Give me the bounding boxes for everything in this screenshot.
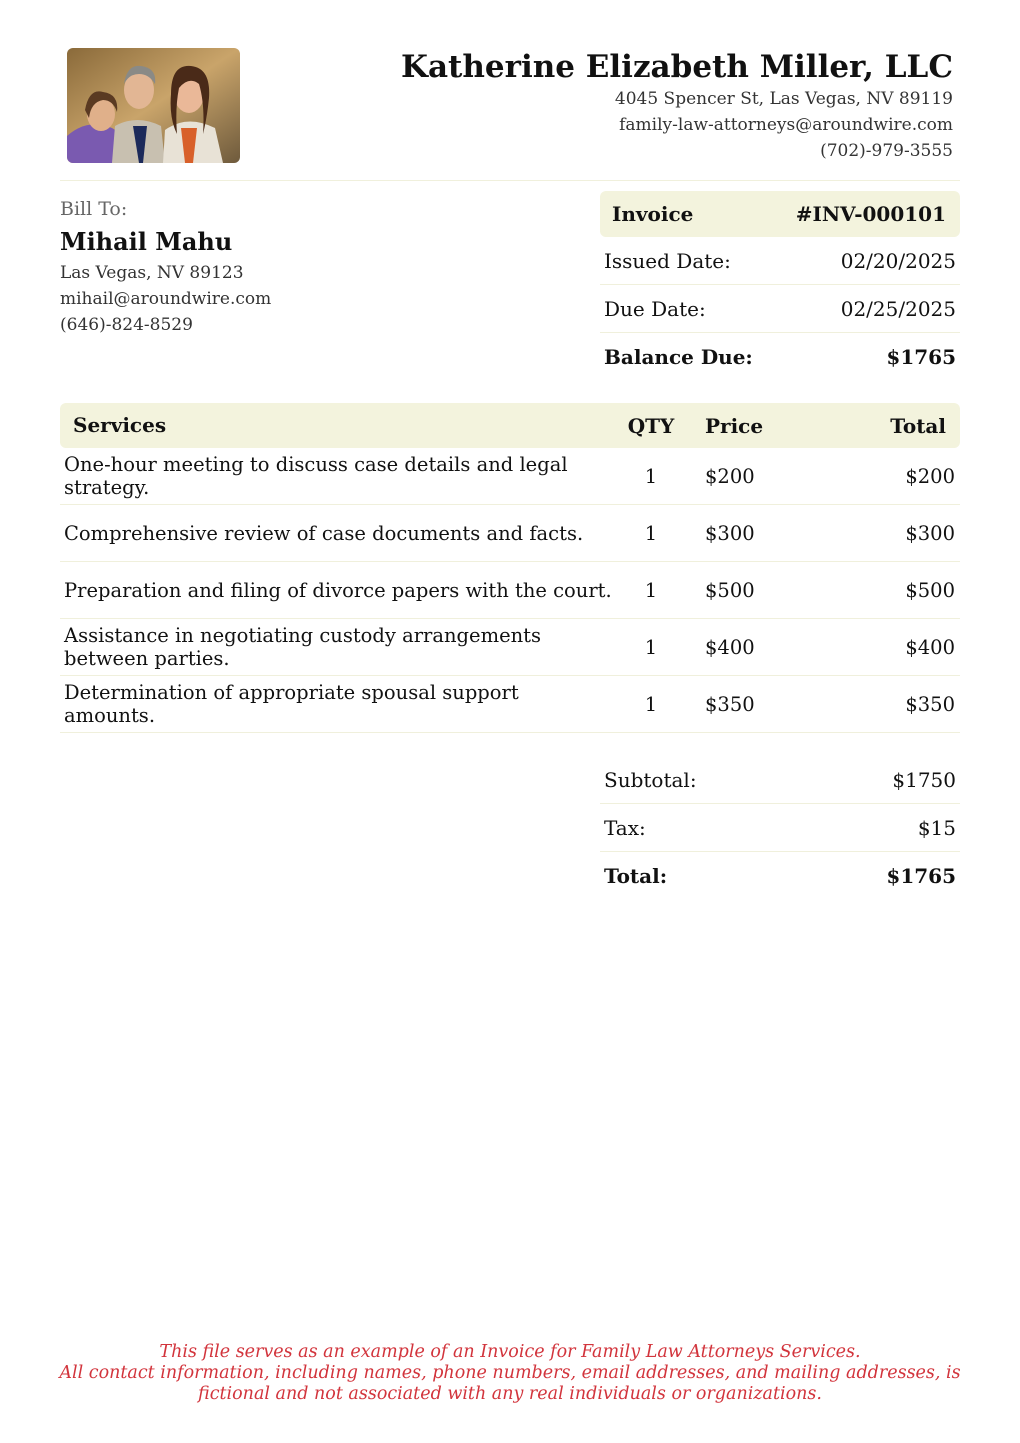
issued-date-row: [600, 237, 960, 285]
attorneys-photo: [67, 48, 240, 163]
total-label: Total:: [604, 864, 668, 888]
subtotal-label: Subtotal:: [604, 767, 697, 792]
disclaimer-line-2: All contact information, including names, phone numbers, email addresses, and mailing addresses, is: [59, 1363, 961, 1383]
balance-due-label: Balance Due:: [604, 345, 753, 369]
invoice-info: [600, 191, 960, 381]
firm-phone: (702)-979-3555: [820, 141, 953, 161]
client-email[interactable]: mihail@aroundwire.com: [60, 289, 272, 309]
client-name: Mihail Mahu: [60, 227, 233, 256]
due-date-label: Due Date:: [604, 296, 706, 321]
service-qty: 1: [644, 635, 658, 659]
invoice-number: #INV-000101: [795, 202, 946, 226]
service-description: Determination of appropriate spousal support amounts.: [64, 681, 519, 727]
disclaimer-line-1: This file serves as an example of an Invoice for Family Law Attorneys Services.: [159, 1342, 861, 1362]
firm-address: 4045 Spencer St, Las Vegas, NV 89119: [614, 89, 953, 109]
service-total: $300: [905, 521, 955, 545]
service-total: $200: [905, 464, 955, 488]
due-date-row: [600, 285, 960, 333]
disclaimer-footer: [0, 1342, 1020, 1405]
invoice-header: [600, 191, 960, 237]
service-total: $350: [905, 692, 955, 716]
client-phone: (646)-824-8529: [60, 315, 193, 335]
service-total: $500: [905, 578, 955, 602]
invoice-label: Invoice: [612, 202, 694, 226]
table-row: [60, 619, 960, 676]
service-price: $350: [705, 692, 755, 716]
service-price: $300: [705, 521, 755, 545]
subtotal-value: $1750: [892, 767, 956, 792]
balance-due-value: $1765: [886, 345, 956, 369]
tax-label: Tax:: [604, 815, 646, 840]
service-qty: 1: [644, 692, 658, 716]
service-description: Comprehensive review of case documents and facts.: [64, 521, 584, 545]
subtotal-row: [600, 756, 960, 804]
table-row: [60, 676, 960, 733]
service-qty: 1: [644, 464, 658, 488]
services-table-header: [60, 403, 960, 448]
services-table: [60, 403, 960, 733]
header-qty: QTY: [627, 413, 675, 438]
table-row: [60, 448, 960, 505]
balance-due-row: [600, 333, 960, 381]
service-qty: 1: [644, 521, 658, 545]
header-services: Services: [73, 413, 167, 437]
bill-to-section: [60, 196, 271, 338]
table-row: [60, 562, 960, 619]
service-description: One-hour meeting to discuss case details and legal strategy.: [64, 453, 568, 499]
issued-date-value: 02/20/2025: [840, 248, 956, 273]
service-price: $500: [705, 578, 755, 602]
tax-value: $15: [917, 815, 956, 840]
total-value: $1765: [886, 864, 956, 888]
firm-name: Katherine Elizabeth Miller, LLC: [401, 49, 953, 85]
service-description: Assistance in negotiating custody arrangements between parties.: [64, 624, 542, 670]
header-divider: [60, 180, 960, 181]
header-price: Price: [705, 413, 764, 438]
issued-date-label: Issued Date:: [604, 248, 731, 273]
service-price: $400: [705, 635, 755, 659]
service-description: Preparation and filing of divorce papers with the court.: [64, 578, 612, 602]
total-row: [600, 852, 960, 900]
firm-email[interactable]: family-law-attorneys@aroundwire.com: [619, 115, 953, 135]
firm-info: [401, 48, 953, 164]
service-price: $200: [705, 464, 755, 488]
disclaimer-line-3: fictional and not associated with any real individuals or organizations.: [198, 1384, 822, 1404]
service-qty: 1: [644, 578, 658, 602]
header-total: Total: [890, 413, 946, 438]
bill-to-label: Bill To:: [60, 198, 128, 220]
table-row: [60, 505, 960, 562]
service-total: $400: [905, 635, 955, 659]
totals-section: [600, 756, 960, 900]
client-address: Las Vegas, NV 89123: [60, 263, 244, 283]
tax-row: [600, 804, 960, 852]
due-date-value: 02/25/2025: [840, 296, 956, 321]
